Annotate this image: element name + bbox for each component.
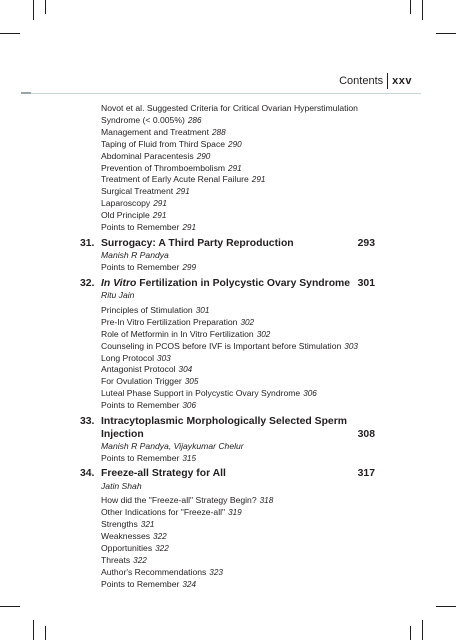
toc-entry — [80, 400, 380, 412]
entry-text: Surgical Treatment — [101, 186, 174, 197]
chapter-heading — [80, 468, 380, 481]
entry-text: Principles of Stimulation — [101, 304, 193, 315]
chapter-page: 293 — [357, 237, 375, 249]
crop-mark — [33, 0, 34, 20]
crop-mark — [410, 626, 411, 640]
entry-text: Points to Remember — [101, 452, 180, 463]
chapter-page: 308 — [357, 428, 375, 440]
toc-entry — [80, 163, 380, 175]
entry-page: 291 — [182, 223, 197, 233]
toc-entry — [80, 555, 380, 567]
entry-page: 299 — [182, 262, 197, 272]
chapter-title-part: Intracytoplasmic Morphologically Selected Sperm Injection — [101, 416, 347, 440]
entry-page: 301 — [195, 305, 210, 315]
toc-entry — [80, 579, 380, 591]
toc-entry — [80, 453, 380, 465]
entry-page: 322 — [133, 555, 147, 565]
entry-text: Points to Remember — [101, 578, 180, 589]
crop-mark — [45, 0, 46, 14]
entry-text: Points to Remember — [101, 261, 180, 272]
chapter-heading — [80, 238, 380, 251]
entry-page: 291 — [153, 199, 167, 209]
chapter-heading — [80, 416, 380, 441]
crop-mark — [422, 620, 423, 640]
entry-text: For Ovulation Trigger — [101, 376, 182, 387]
toc-entry — [80, 262, 380, 274]
entry-page: 315 — [182, 453, 197, 463]
chapter-heading — [80, 278, 380, 291]
entry-text: Other Indications for "Freeze-all" — [101, 507, 226, 518]
toc-entry — [80, 103, 380, 127]
chapter-title-part: In Vitro — [101, 277, 137, 289]
crop-mark — [436, 33, 456, 34]
entry-text: Prevention of Thromboembolism — [101, 162, 226, 173]
entry-text: How did the "Freeze-all" Strategy Begin? — [101, 495, 257, 506]
entry-text: Management and Treatment — [101, 126, 209, 137]
header-title: Contents — [339, 75, 384, 87]
chapter-title — [80, 278, 380, 291]
entry-page: 290 — [196, 151, 211, 161]
entry-page: 291 — [176, 187, 190, 197]
chapter-page: 317 — [357, 468, 375, 480]
toc-entry — [80, 376, 380, 388]
entry-text: Points to Remember — [101, 222, 180, 233]
entry-page: 322 — [155, 544, 169, 554]
entry-page: 290 — [228, 139, 242, 149]
toc-entry — [80, 210, 380, 222]
toc-entry — [80, 531, 380, 543]
toc-entry — [80, 353, 380, 365]
crop-mark — [422, 0, 423, 20]
toc-entry — [80, 174, 380, 186]
entry-text: Threats — [101, 554, 131, 565]
entry-text: Old Principle — [101, 210, 150, 221]
chapter-authors: Jatin Shah — [101, 480, 142, 491]
entry-page: 322 — [153, 532, 167, 542]
crop-mark — [33, 620, 34, 640]
entry-page: 324 — [182, 579, 197, 589]
entry-page: 303 — [157, 353, 171, 363]
entry-page: 303 — [344, 341, 358, 351]
toc-entry — [80, 151, 380, 163]
chapter-authors: Manish R Pandya, Vijaykumar Chelur — [101, 441, 244, 452]
chapter-number: 33. — [80, 416, 95, 428]
crop-mark — [0, 33, 20, 34]
entry-page: 304 — [178, 365, 193, 375]
toc-entry — [80, 495, 380, 507]
toc-entry — [80, 127, 380, 139]
entry-text: Counseling in PCOS before IVF is Important before Stimulation — [101, 340, 342, 351]
toc-entry — [80, 222, 380, 234]
entry-text: Role of Metformin in In Vitro Fertilization — [101, 328, 254, 339]
toc-entry — [80, 341, 380, 353]
entry-text: Points to Remember — [101, 400, 180, 411]
entry-text: Long Protocol — [101, 352, 155, 363]
toc-entry — [80, 329, 380, 341]
entry-page: 306 — [303, 389, 317, 399]
chapter-title-part: Surrogacy: A Third Party Reproduction — [101, 237, 294, 249]
entry-page: 321 — [140, 520, 155, 530]
toc-entry — [80, 388, 380, 400]
entry-text: Luteal Phase Support in Polycystic Ovary Syndrome — [101, 388, 301, 399]
entry-page: 291 — [251, 175, 266, 185]
chapter-title-part: Freeze-all Strategy for All — [101, 468, 226, 480]
crop-mark — [410, 0, 411, 14]
chapter-number: 32. — [80, 277, 95, 289]
crop-mark — [0, 606, 20, 607]
entry-text: Weaknesses — [101, 531, 151, 542]
entry-text: Laparoscopy — [101, 198, 151, 209]
chapter-number: 31. — [80, 237, 95, 249]
toc-entry — [80, 567, 380, 579]
header-rule — [21, 93, 421, 94]
entry-page: 288 — [211, 127, 226, 137]
chapter-number: 34. — [80, 468, 95, 480]
table-of-contents — [80, 103, 380, 591]
entry-text: Treatment of Early Acute Renal Failure — [101, 174, 249, 185]
toc-entry — [80, 507, 380, 519]
toc-entry — [80, 519, 380, 531]
running-header — [339, 73, 412, 89]
chapter-title — [80, 238, 380, 251]
chapter-title — [80, 416, 380, 441]
entry-page: 291 — [228, 163, 242, 173]
crop-mark — [45, 626, 46, 640]
entry-text: Novot et al. Suggested Criteria for Critical Ovarian Hyperstimulation Syndrome (< 0.005%) — [101, 103, 358, 125]
chapter-authors: Ritu Jain — [101, 290, 135, 301]
entry-page: 291 — [152, 211, 167, 221]
entry-text: Taping of Fluid from Third Space — [101, 138, 226, 149]
toc-entry — [80, 186, 380, 198]
chapter-title — [80, 468, 380, 481]
toc-entry — [80, 198, 380, 210]
toc-entry — [80, 543, 380, 555]
entry-text: Strengths — [101, 519, 138, 530]
header-page-number: xxv — [392, 75, 412, 87]
entry-page: 318 — [259, 496, 274, 506]
entry-page: 302 — [256, 329, 271, 339]
entry-text: Antagonist Protocol — [101, 364, 176, 375]
entry-page: 319 — [228, 508, 242, 518]
chapter-page: 301 — [357, 277, 375, 289]
entry-page: 286 — [187, 115, 202, 125]
toc-entry — [80, 364, 380, 376]
crop-mark — [436, 606, 456, 607]
entry-page: 306 — [182, 401, 197, 411]
header-rule-mark — [21, 92, 31, 94]
entry-text: Opportunities — [101, 543, 153, 554]
entry-page: 302 — [240, 317, 255, 327]
toc-entry — [80, 317, 380, 329]
toc-entry — [80, 139, 380, 151]
entry-page: 323 — [209, 567, 223, 577]
chapter-authors: Manish R Pandya — [101, 250, 169, 261]
toc-entry — [80, 305, 380, 317]
entry-text: Abdominal Paracentesis — [101, 150, 194, 161]
chapter-title-part: Fertilization in Polycystic Ovary Syndrome — [136, 277, 351, 289]
entry-text: Pre-In Vitro Fertilization Preparation — [101, 316, 238, 327]
entry-page: 305 — [184, 377, 199, 387]
entry-text: Author's Recommendations — [101, 566, 207, 577]
